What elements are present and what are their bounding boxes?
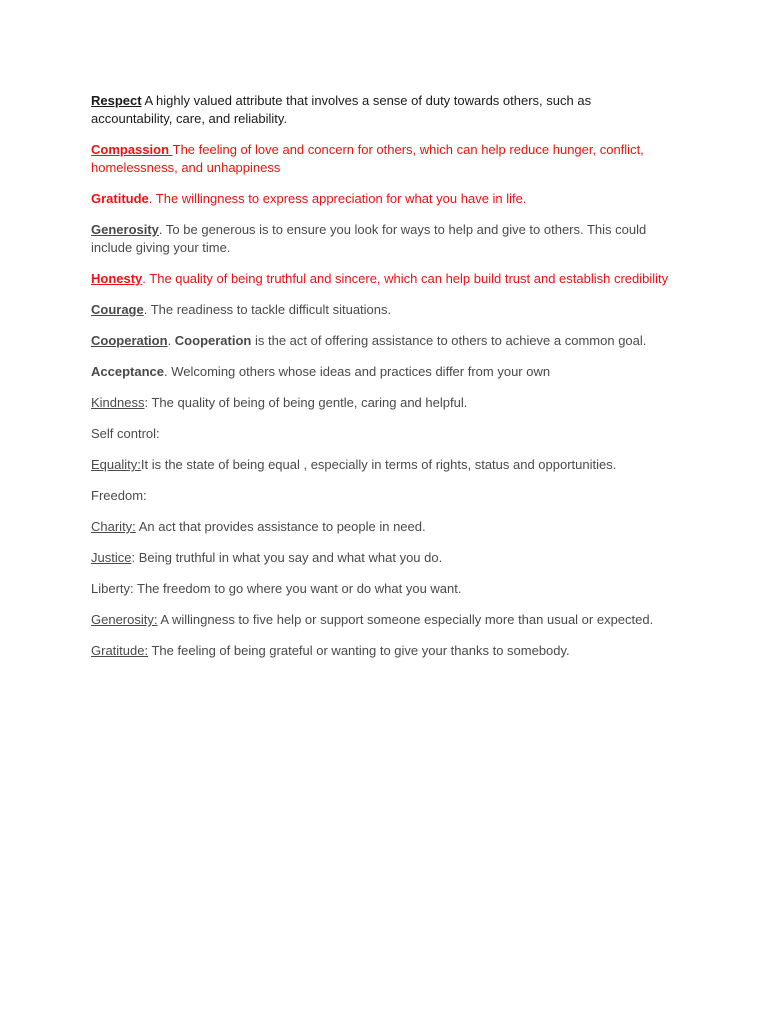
definition-honesty: The quality of being truthful and sincere, which can help build trust and establish credibility — [149, 271, 669, 286]
entry-courage — [91, 301, 671, 319]
term-separator: : — [144, 395, 152, 410]
term-separator: : — [131, 550, 139, 565]
term-charity: Charity: — [91, 519, 136, 534]
entry-cooperation — [91, 332, 671, 350]
entry-justice — [91, 549, 671, 567]
entry-charity — [91, 518, 671, 536]
definition-liberty: The freedom to go where you want or do what you want. — [137, 581, 462, 596]
entry-self-control — [91, 425, 671, 443]
entry-gratitude — [91, 190, 671, 208]
entry-generosity — [91, 221, 671, 257]
term-separator: . — [148, 191, 156, 206]
entry-compassion — [91, 141, 671, 177]
definition-acceptance: Welcoming others whose ideas and practices differ from your own — [171, 364, 551, 379]
term-self-control: Self control: — [91, 426, 160, 441]
definition-respect: A highly valued attribute that involves a sense of duty towards others, such as accountability, care, and reliability. — [91, 93, 592, 126]
definition-gratitude-2: The feeling of being grateful or wanting to give your thanks to somebody. — [151, 643, 570, 658]
term-honesty: Honesty — [91, 271, 143, 286]
entry-acceptance — [91, 363, 671, 381]
definition-generosity-2: A willingness to five help or support someone especially more than usual or expected. — [160, 612, 654, 627]
term-separator: . — [163, 364, 172, 379]
definition-charity: An act that provides assistance to people in need. — [138, 519, 426, 534]
term-justice: Justice — [91, 550, 132, 565]
term-separator: . — [143, 302, 151, 317]
term-kindness: Kindness — [91, 395, 145, 410]
term-compassion: Compassion — [91, 142, 173, 157]
entry-freedom — [91, 487, 671, 505]
definition-gratitude: The willingness to express appreciation for what you have in life. — [155, 191, 527, 206]
term-liberty: Liberty: — [91, 581, 138, 596]
entry-generosity-2 — [91, 611, 671, 629]
term-equality: Equality: — [91, 457, 141, 472]
entry-respect — [91, 92, 671, 128]
entry-honesty — [91, 270, 671, 288]
definition-equality: It is the state of being equal , especially in terms of rights, status and opportunities. — [140, 457, 617, 472]
term-generosity: Generosity — [91, 222, 159, 237]
entry-equality — [91, 456, 671, 474]
term-separator: . — [158, 222, 166, 237]
term-cooperation-repeat: Cooperation — [174, 333, 252, 348]
term-separator: . — [167, 333, 175, 348]
term-gratitude: Gratitude — [91, 191, 149, 206]
term-cooperation: Cooperation — [91, 333, 168, 348]
term-respect: Respect — [91, 93, 142, 108]
definition-generosity: To be generous is to ensure you look for ways to help and give to others. This could include giving your time. — [91, 222, 647, 255]
entry-kindness — [91, 394, 671, 412]
entry-gratitude-2 — [91, 642, 671, 660]
definition-cooperation: is the act of offering assistance to others to achieve a common goal. — [251, 333, 647, 348]
entry-liberty — [91, 580, 671, 598]
term-courage: Courage — [91, 302, 144, 317]
definition-justice: Being truthful in what you say and what what you do. — [138, 550, 443, 565]
term-separator: . — [142, 271, 150, 286]
term-gratitude-2: Gratitude: — [91, 643, 149, 658]
definition-compassion: The feeling of love and concern for others, which can help reduce hunger, conflict, homelessness, and unhappiness — [91, 142, 644, 175]
term-generosity-2: Generosity: — [91, 612, 158, 627]
definition-kindness: The quality of being of being gentle, caring and helpful. — [151, 395, 468, 410]
term-freedom: Freedom: — [91, 488, 147, 503]
definition-courage: The readiness to tackle difficult situations. — [150, 302, 392, 317]
values-list — [91, 92, 671, 673]
term-acceptance: Acceptance — [91, 364, 164, 379]
